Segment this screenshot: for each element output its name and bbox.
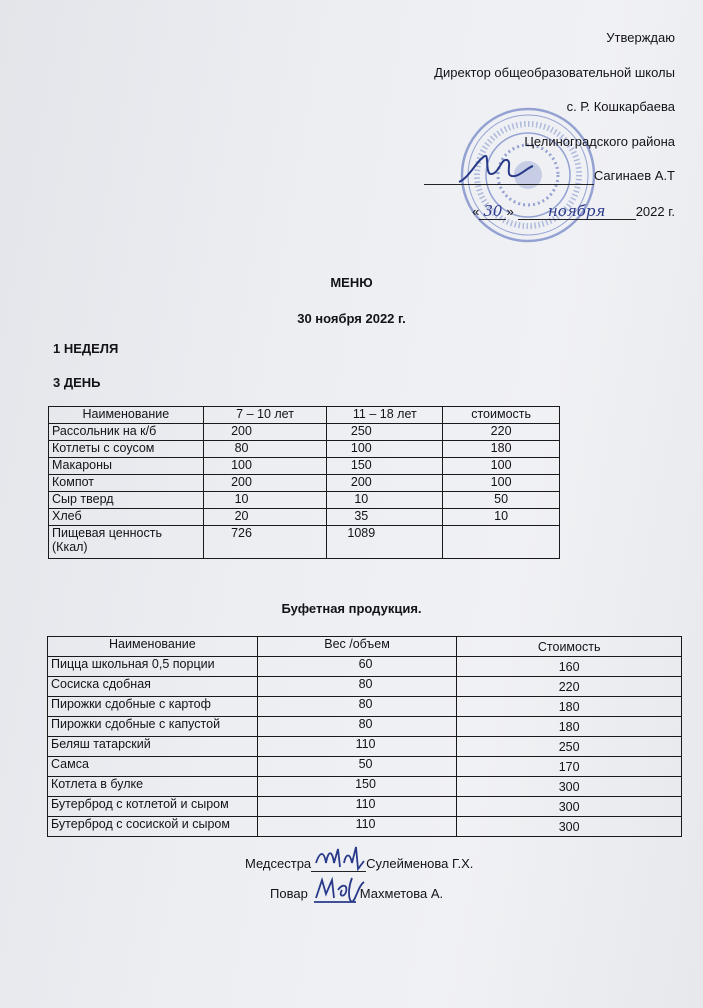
product-price: 220 [457, 677, 682, 697]
table-row [48, 777, 682, 797]
nurse-signature-icon [312, 843, 368, 873]
product-price: 300 [457, 817, 682, 837]
dish-cost: 100 [443, 458, 560, 475]
col-header-weight: Вес /объем [257, 637, 457, 657]
buffet-table [47, 636, 682, 837]
nutrition-label: Пищевая ценность (Ккал) [49, 526, 204, 559]
approval-village: с. Р. Кошкарбаева [566, 99, 675, 114]
approval-position: Директор общеобразовательной школы [434, 64, 675, 80]
nurse-role: Медсестра [245, 856, 312, 871]
dish-name: Макароны [49, 458, 204, 475]
menu-title: МЕНЮ [330, 275, 373, 290]
product-weight: 110 [257, 737, 457, 757]
col-header-name: Наименование [48, 637, 258, 657]
portion-7-10: 200 [203, 475, 327, 492]
col-header-name: Наименование [49, 407, 204, 424]
table-row [49, 458, 560, 475]
dish-name: Хлеб [49, 509, 204, 526]
product-price: 180 [457, 697, 682, 717]
portion-7-10: 200 [203, 424, 327, 441]
portion-11-18: 10 [327, 492, 443, 509]
product-name: Пицца школьная 0,5 порции [48, 657, 258, 677]
col-header-age-7-10: 7 – 10 лет [203, 407, 327, 424]
portion-11-18: 200 [327, 475, 443, 492]
menu-date: 30 ноября 2022 г. [297, 311, 406, 326]
dish-name: Рассольник на к/б [49, 424, 204, 441]
product-name: Сосиска сдобная [48, 677, 258, 697]
col-header-price: Стоимость [457, 637, 682, 657]
portion-11-18: 100 [327, 441, 443, 458]
product-weight: 60 [257, 657, 457, 677]
table-row [49, 475, 560, 492]
product-price: 250 [457, 737, 682, 757]
buffet-title: Буфетная продукция. [281, 601, 422, 616]
dish-name: Сыр тверд [49, 492, 204, 509]
product-price: 160 [457, 657, 682, 677]
portion-11-18: 150 [327, 458, 443, 475]
portion-7-10: 100 [203, 458, 327, 475]
date-close-quote: » [506, 203, 514, 219]
product-name: Пирожки сдобные с картоф [48, 697, 258, 717]
portion-11-18: 35 [327, 509, 443, 526]
date-month: ноября [518, 203, 636, 220]
date-year: 2022 г. [635, 203, 675, 219]
table-row-nutrition [49, 526, 560, 559]
nutrition-cost [443, 526, 560, 559]
table-header-row [48, 637, 682, 657]
table-row [49, 424, 560, 441]
table-row [49, 441, 560, 458]
nurse-name: Сулейменова Г.Х. [366, 856, 474, 871]
product-weight: 150 [257, 777, 457, 797]
product-price: 170 [457, 757, 682, 777]
date-day: 30 [479, 203, 506, 220]
menu-table [48, 406, 560, 559]
table-row [49, 509, 560, 526]
product-weight: 80 [257, 677, 457, 697]
col-header-age-11-18: 11 – 18 лет [327, 407, 443, 424]
product-weight: 110 [257, 797, 457, 817]
approval-heading: Утверждаю [606, 30, 675, 45]
product-name: Котлета в булке [48, 777, 258, 797]
cook-name: Махметова А. [359, 886, 444, 901]
cook-signature-icon [312, 872, 368, 906]
cook-role: Повар [270, 886, 308, 901]
dish-cost: 220 [443, 424, 560, 441]
product-name: Самса [48, 757, 258, 777]
product-name: Пирожки сдобные с капустой [48, 717, 258, 737]
product-weight: 110 [257, 817, 457, 837]
product-name: Бутерброд с сосиской и сыром [48, 817, 258, 837]
date-open-quote: « [472, 203, 480, 219]
product-weight: 50 [257, 757, 457, 777]
dish-name: Компот [49, 475, 204, 492]
dish-cost: 10 [443, 509, 560, 526]
product-weight: 80 [257, 717, 457, 737]
product-name: Бутерброд с котлетой и сыром [48, 797, 258, 817]
kcal-7-10: 726 [203, 526, 327, 559]
table-row [49, 492, 560, 509]
portion-7-10: 10 [203, 492, 327, 509]
approval-date [424, 203, 675, 238]
product-weight: 80 [257, 697, 457, 717]
approval-block [424, 30, 675, 237]
table-header-row [49, 407, 560, 424]
product-name: Беляш татарский [48, 737, 258, 757]
table-row [48, 697, 682, 717]
approval-district: Целиноградского района [524, 133, 675, 149]
dish-cost: 180 [443, 441, 560, 458]
table-row [48, 757, 682, 777]
dish-cost: 50 [443, 492, 560, 509]
table-row [48, 717, 682, 737]
portion-11-18: 250 [327, 424, 443, 441]
product-price: 300 [457, 777, 682, 797]
table-row [48, 737, 682, 757]
portion-7-10: 20 [203, 509, 327, 526]
product-price: 300 [457, 797, 682, 817]
week-label: 1 НЕДЕЛЯ [53, 341, 119, 356]
portion-7-10: 80 [203, 441, 327, 458]
director-signature-icon [455, 148, 535, 188]
table-row [48, 657, 682, 677]
table-row [48, 677, 682, 697]
director-name: Сагинаев А.Т [593, 168, 675, 183]
dish-cost: 100 [443, 475, 560, 492]
table-row [48, 797, 682, 817]
col-header-cost: стоимость [443, 407, 560, 424]
product-price: 180 [457, 717, 682, 737]
dish-name: Котлеты с соусом [49, 441, 204, 458]
kcal-11-18: 1089 [327, 526, 443, 559]
day-label: 3 ДЕНЬ [53, 375, 101, 390]
table-row [48, 817, 682, 837]
